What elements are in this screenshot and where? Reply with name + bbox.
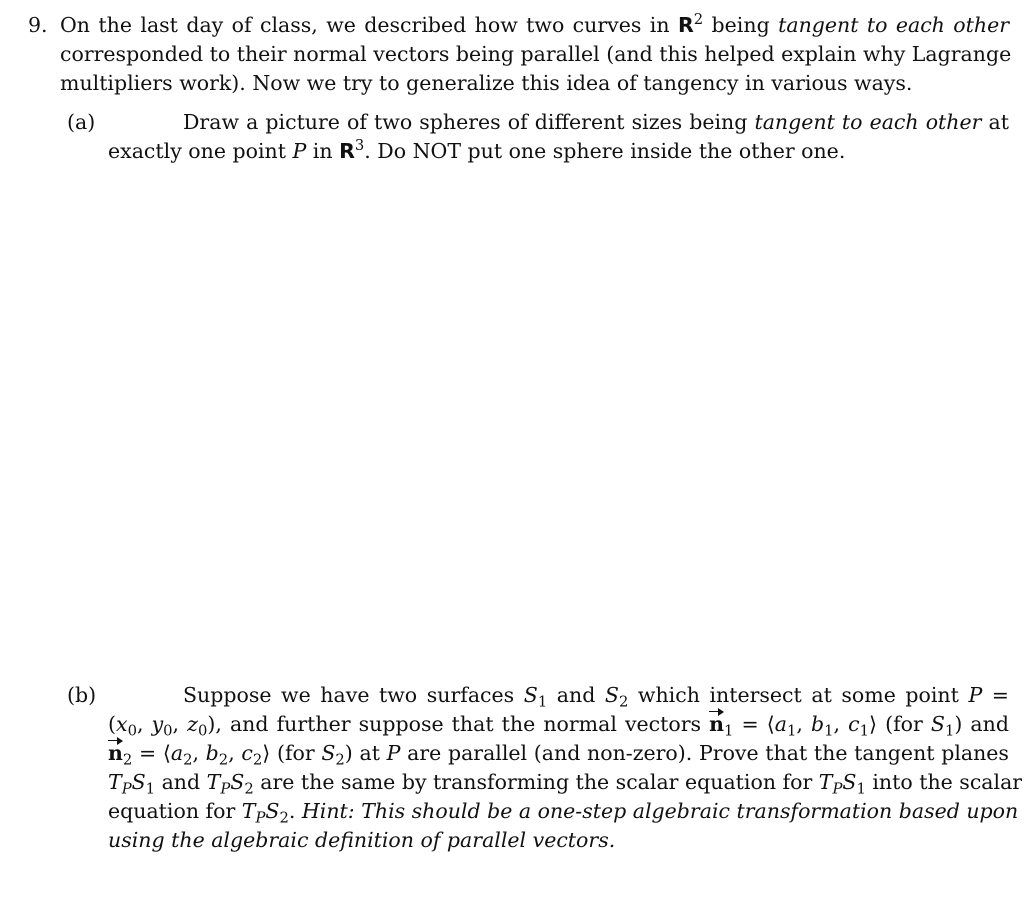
intro-line-3: multipliers work). Now we try to generalize this idea of tangency in various ways. (60, 71, 913, 95)
part-b-line-3: $n_2$ = $⟨a_2$, $b_2$, $c_2⟩$ (for $S_2$) at P are parallel (and non-zero). Prove that the tangent planes (108, 741, 1009, 769)
normal-vector-2: n (108, 739, 123, 768)
intro-line-2: corresponded to their normal vectors being parallel (and this helped explain why Lagrange (60, 42, 1012, 66)
intro-line-1: On the last day of class, we described how two curves in $R^2$ being tangent to each other (60, 10, 1010, 37)
part-a-line-1: Draw a picture of two spheres of different sizes being tangent to each other at (183, 110, 1009, 134)
part-b-line-6: using the algebraic definition of parallel vectors. (108, 828, 616, 852)
normal-vector-1: n (709, 710, 724, 739)
part-b-line-5: equation for $T_PS_2$. Hint: This should be a one-step algebraic transformation based upon (108, 799, 1019, 827)
part-a-line-2: exactly one point P in $R^3$. Do NOT put one sphere inside the other one. (108, 136, 846, 163)
answer-space-a[interactable] (108, 175, 1008, 665)
part-b-line-2: ($x_0$, $y_0$, $z_0$), and further suppose that the normal vectors $n_1$ = $⟨a_1$, $b_1$, $c_1⟩$ (for $S_1$) and (108, 712, 1009, 740)
part-b-line-1: Suppose we have two surfaces $S_1$ and $S_2$ which intersect at some point P = (183, 683, 1009, 711)
part-b-line-4: $T_PS_1$ and $T_PS_2$ are the same by transforming the scalar equation for $T_PS_1$ into the scalar (108, 770, 1023, 798)
part-a-label: (a) (67, 110, 96, 134)
problem-number: 9. (28, 13, 48, 37)
part-b-label: (b) (67, 683, 97, 707)
